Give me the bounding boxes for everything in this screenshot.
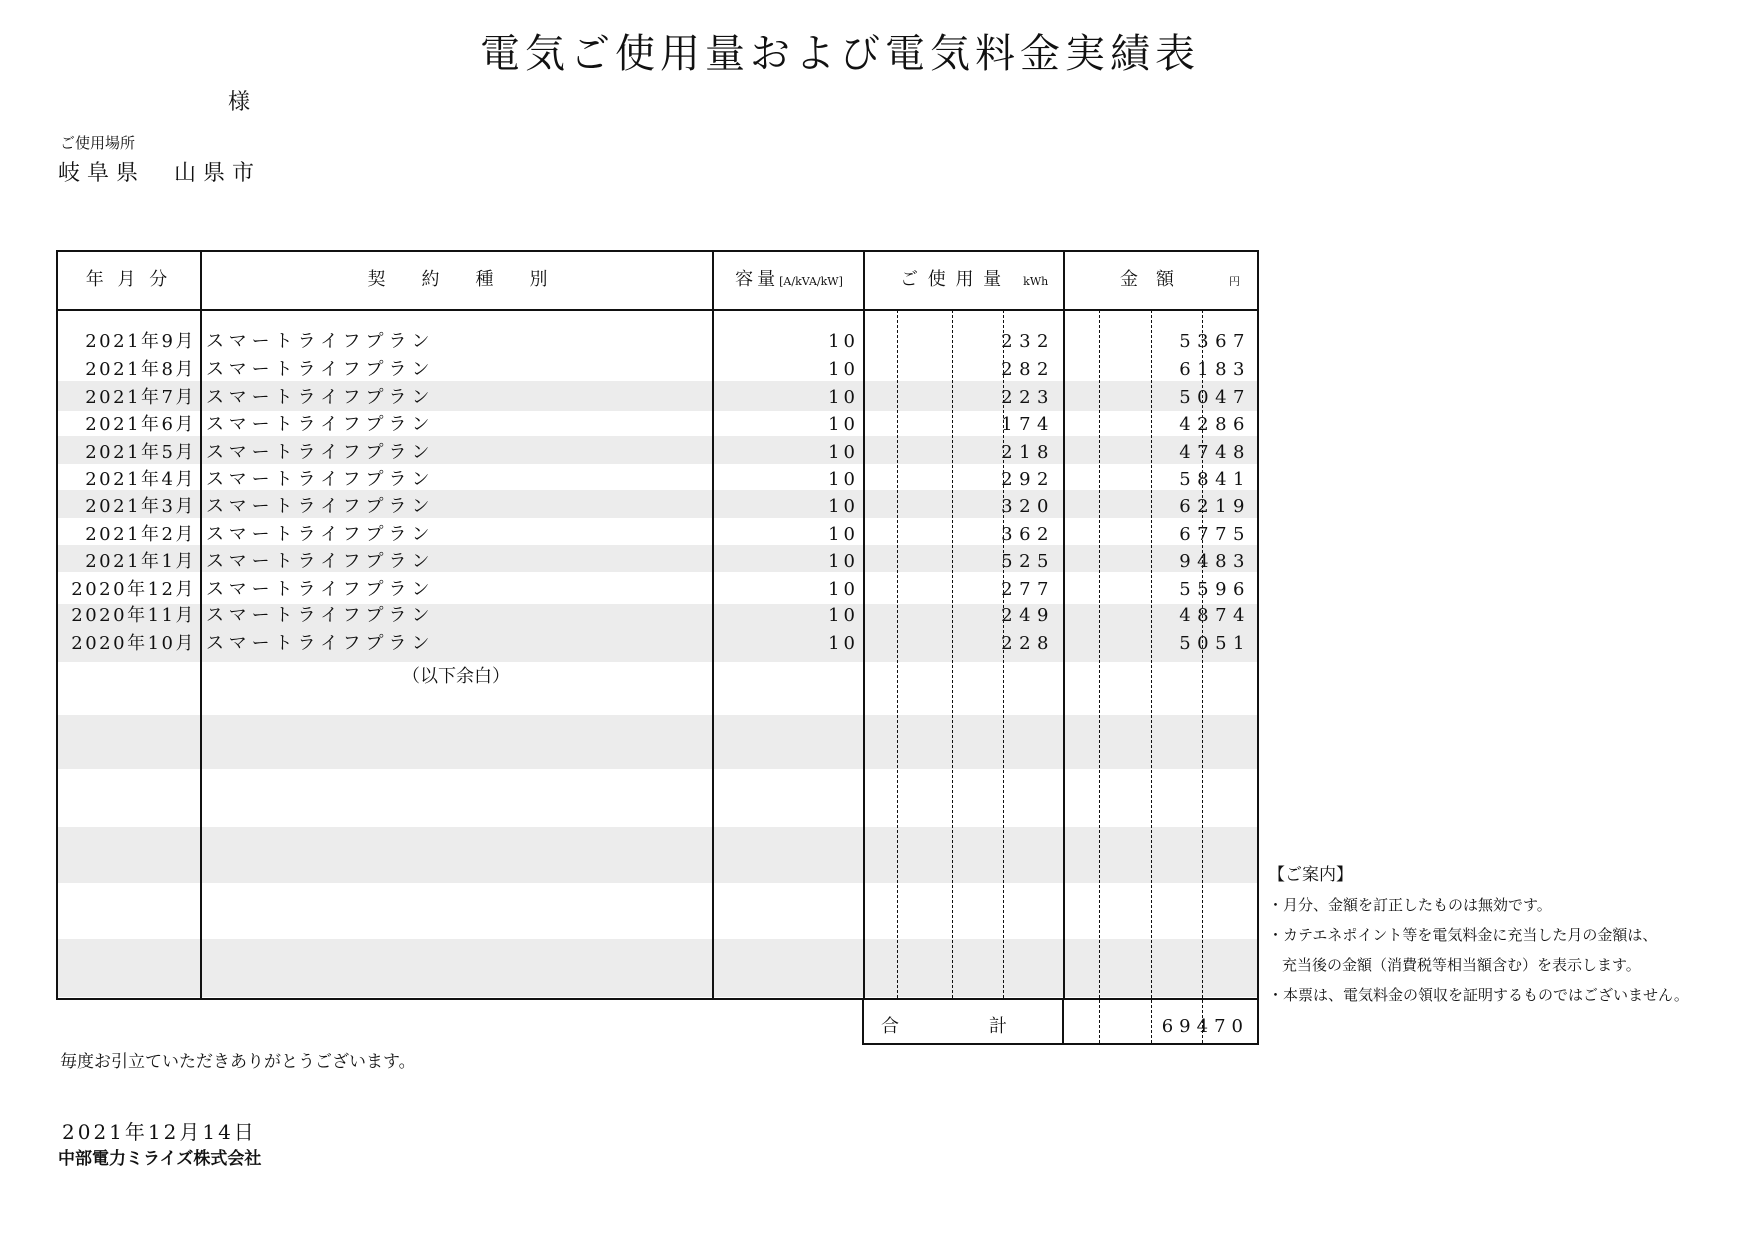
row-10-month: 2020年12月 — [71, 579, 196, 600]
row-5-month: 2021年5月 — [85, 442, 196, 463]
row-6-month: 2021年4月 — [85, 469, 196, 490]
row-6-usage: 292 — [1001, 469, 1055, 490]
header-capacity-unit: [A/kVA/kW] — [779, 275, 843, 288]
row-8-month: 2021年2月 — [85, 524, 196, 545]
row-11-amount: 4874 — [1179, 605, 1251, 626]
row-3-plan: スマートライフプラン — [206, 387, 435, 408]
row-11-month: 2020年11月 — [71, 605, 196, 626]
location-label: ご使用場所 — [60, 134, 136, 152]
row-3-usage: 223 — [1001, 387, 1055, 408]
header-amount-unit: 円 — [1229, 275, 1240, 288]
row-2-plan: スマートライフプラン — [206, 359, 435, 380]
row-7-month: 2021年3月 — [85, 496, 196, 517]
blank-below-note: （以下余白） — [402, 666, 510, 687]
document-title: 電気ご使用量および電気料金実績表 — [480, 31, 1200, 77]
row-9-month: 2021年1月 — [85, 551, 196, 572]
row-1-usage: 232 — [1001, 331, 1055, 352]
row-10-capacity: 10 — [828, 579, 859, 600]
row-12-month: 2020年10月 — [71, 633, 196, 654]
row-12-capacity: 10 — [828, 633, 859, 654]
notice-line-1: ・月分、金額を訂正したものは無効です。 — [1268, 896, 1552, 914]
row-8-usage: 362 — [1001, 524, 1055, 545]
notice-line-4: ・本票は、電気料金の領収を証明するものではございません。 — [1268, 986, 1689, 1004]
row-5-amount: 4748 — [1179, 442, 1251, 463]
row-9-amount: 9483 — [1179, 551, 1251, 572]
row-5-plan: スマートライフプラン — [206, 442, 435, 463]
total-label: 合 計 — [881, 1016, 1043, 1037]
header-amount-label: 金 額 — [1120, 269, 1174, 290]
location-value: 岐阜県 山県市 — [58, 161, 262, 186]
header-usage-label: ご 使 用 量 — [900, 269, 1004, 290]
issue-date: 2021年12月14日 — [62, 1120, 257, 1144]
row-4-usage: 174 — [1001, 414, 1055, 435]
row-7-capacity: 10 — [828, 496, 859, 517]
row-1-capacity: 10 — [828, 331, 859, 352]
header-usage-unit: kWh — [1023, 275, 1049, 288]
header-plan: 契 約 種 別 — [367, 269, 548, 290]
row-2-usage: 282 — [1001, 359, 1055, 380]
row-2-amount: 6183 — [1179, 359, 1251, 380]
row-9-plan: スマートライフプラン — [206, 551, 435, 572]
header-amount — [1120, 250, 1255, 310]
row-10-amount: 5596 — [1179, 579, 1251, 600]
row-9-capacity: 10 — [828, 551, 859, 572]
row-3-month: 2021年7月 — [85, 387, 196, 408]
row-1-amount: 5367 — [1179, 331, 1251, 352]
notice-line-3: 充当後の金額（消費税等相当額含む）を表示します。 — [1282, 956, 1641, 974]
row-4-capacity: 10 — [828, 414, 859, 435]
row-4-month: 2021年6月 — [85, 414, 196, 435]
row-1-plan: スマートライフプラン — [206, 331, 435, 352]
row-5-usage: 218 — [1001, 442, 1055, 463]
row-3-capacity: 10 — [828, 387, 859, 408]
header-month: 年 月 分 — [85, 269, 172, 290]
row-8-plan: スマートライフプラン — [206, 524, 435, 545]
customer-honorific: 様 — [228, 90, 251, 115]
row-11-usage: 249 — [1001, 605, 1055, 626]
notice-box — [1268, 860, 1689, 1010]
row-3-amount: 5047 — [1179, 387, 1251, 408]
row-2-capacity: 10 — [828, 359, 859, 380]
row-8-amount: 6775 — [1179, 524, 1251, 545]
row-12-amount: 5051 — [1179, 633, 1251, 654]
row-7-usage: 320 — [1001, 496, 1055, 517]
row-5-capacity: 10 — [828, 442, 859, 463]
row-12-plan: スマートライフプラン — [206, 633, 435, 654]
row-10-plan: スマートライフプラン — [206, 579, 435, 600]
header-usage — [900, 250, 1060, 310]
row-6-amount: 5841 — [1179, 469, 1251, 490]
row-10-usage: 277 — [1001, 579, 1055, 600]
row-2-month: 2021年8月 — [85, 359, 196, 380]
header-capacity-label: 容量 — [735, 269, 780, 290]
notice-title: 【ご案内】 — [1268, 865, 1353, 885]
row-1-month: 2021年9月 — [85, 331, 196, 352]
row-4-plan: スマートライフプラン — [206, 414, 435, 435]
row-6-plan: スマートライフプラン — [206, 469, 435, 490]
row-4-amount: 4286 — [1179, 414, 1251, 435]
row-12-usage: 228 — [1001, 633, 1055, 654]
total-value: 69470 — [1161, 1016, 1249, 1037]
row-11-plan: スマートライフプラン — [206, 605, 435, 626]
row-8-capacity: 10 — [828, 524, 859, 545]
header-capacity — [714, 250, 864, 310]
row-9-usage: 525 — [1001, 551, 1055, 572]
notice-line-2: ・カテエネポイント等を電気料金に充当した月の金額は、 — [1268, 926, 1658, 944]
row-11-capacity: 10 — [828, 605, 859, 626]
row-6-capacity: 10 — [828, 469, 859, 490]
company-name: 中部電力ミライズ株式会社 — [58, 1149, 262, 1169]
thanks-message: 毎度お引立ていただきありがとうございます。 — [60, 1052, 416, 1072]
row-7-plan: スマートライフプラン — [206, 496, 435, 517]
row-7-amount: 6219 — [1179, 496, 1251, 517]
